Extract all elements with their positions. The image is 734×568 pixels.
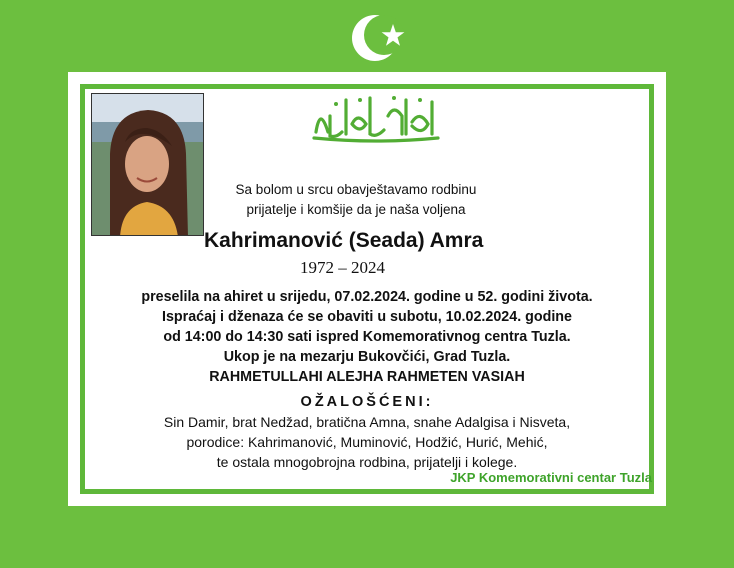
- details-line-2: Ispraćaj i dženaza će se obaviti u subotu, 10.02.2024. godine: [162, 309, 572, 325]
- crescent-star-icon: [349, 8, 413, 68]
- portrait-image: [92, 94, 204, 236]
- mourners-list: [80, 412, 654, 472]
- intro-line-1: Sa bolom u srcu obavještavamo rodbinu: [235, 182, 477, 197]
- arabic-calligraphy: [306, 86, 446, 144]
- intro-line-2: prijatelje i komšije da je naša voljena: [246, 202, 466, 217]
- details-line-3: od 14:00 do 14:30 sati ispred Komemorativnog centra Tuzla.: [163, 329, 571, 345]
- mourners-line-3: te ostala mnogobrojna rodbina, prijatelji i kolege.: [216, 454, 518, 470]
- portrait-photo: [91, 93, 204, 236]
- details-line-5: RAHMETULLAHI ALEJHA RAHMETEN VASIAH: [209, 369, 525, 385]
- details-line-1: preselila na ahiret u srijedu, 07.02.2024. godine u 52. godini života.: [141, 289, 593, 305]
- details-line-4: Ukop je na mezarju Bukovčići, Grad Tuzla.: [223, 349, 511, 365]
- funeral-details: [80, 287, 654, 387]
- mourners-title: OŽALOŠĆENI:: [300, 394, 434, 410]
- signature: JKP Komemorativni centar Tuzla: [450, 470, 652, 485]
- deceased-years: 1972 – 2024: [300, 258, 385, 277]
- mourners-line-2: porodice: Kahrimanović, Muminović, Hodžić, Hurić, Mehić,: [186, 434, 548, 450]
- mourners-line-1: Sin Damir, brat Nedžad, bratična Amna, snahe Adalgisa i Nisveta,: [163, 414, 571, 430]
- deceased-name: Kahrimanović (Seada) Amra: [204, 229, 484, 252]
- intro-text: [206, 180, 506, 220]
